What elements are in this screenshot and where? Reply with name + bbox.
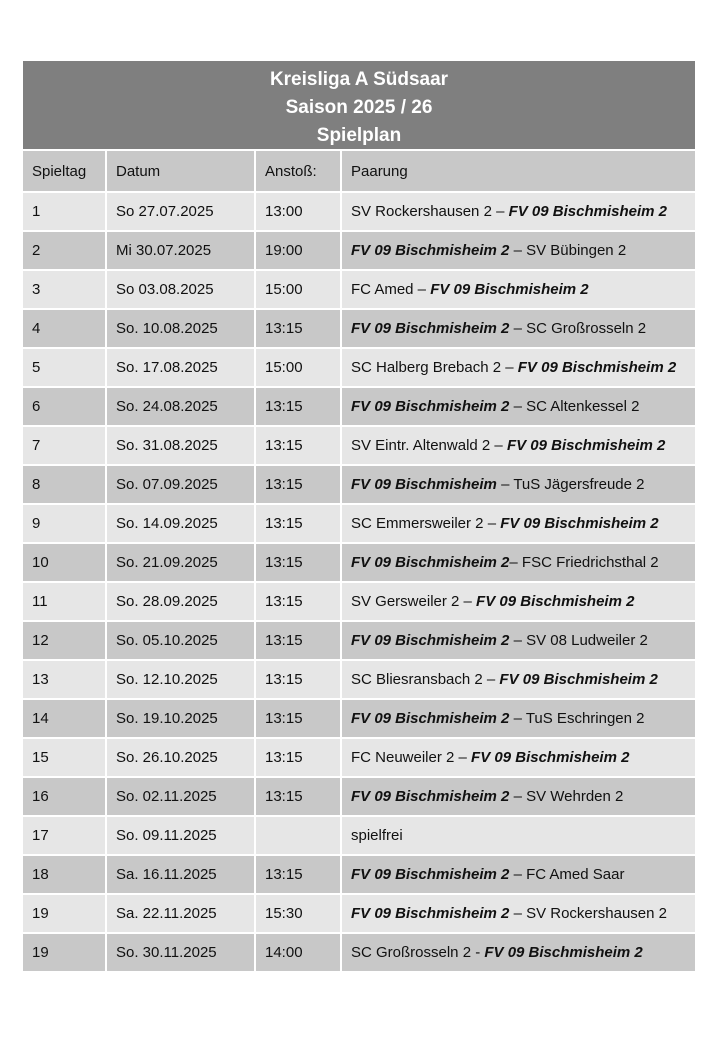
table-row [23,231,695,270]
column-header-datum: Datum [106,151,255,192]
paarung-cell [341,933,695,972]
paarung-cell [341,816,695,855]
schedule-body [23,192,695,972]
spieltag-cell: 15 [23,738,106,777]
anstoss-cell [255,816,341,855]
column-header-paarung: Paarung [341,151,695,192]
table-row [23,504,695,543]
anstoss-cell: 13:15 [255,387,341,426]
datum-cell: So. 12.10.2025 [106,660,255,699]
table-row [23,738,695,777]
spieltag-cell: 13 [23,660,106,699]
paarung-cell [341,621,695,660]
datum-cell: So. 28.09.2025 [106,582,255,621]
spieltag-cell: 7 [23,426,106,465]
datum-cell: So. 14.09.2025 [106,504,255,543]
paarung-cell [341,855,695,894]
spieltag-cell: 6 [23,387,106,426]
table-row [23,387,695,426]
datum-cell: So 03.08.2025 [106,270,255,309]
schedule-table [23,151,695,973]
home-club-team: FV 09 Bischmisheim 2 [351,866,510,883]
paarung-cell [341,582,695,621]
home-club-team: FV 09 Bischmisheim 2 [351,398,510,415]
spieltag-cell: 17 [23,816,106,855]
team-right: – FC Amed Saar [509,866,625,883]
anstoss-cell: 15:00 [255,348,341,387]
schedule-sheet [23,61,695,973]
schedule-title: Spielplan [316,125,402,146]
paarung-cell [341,426,695,465]
anstoss-cell: 15:00 [255,270,341,309]
paarung-cell [341,348,695,387]
home-club-team: FV 09 Bischmisheim 2 [430,281,589,298]
spieltag-cell: 18 [23,855,106,894]
datum-cell: So. 24.08.2025 [106,387,255,426]
home-club-team: FV 09 Bischmisheim 2 [500,515,659,532]
home-club-team: FV 09 Bischmisheim 2 [351,242,510,259]
anstoss-cell: 14:00 [255,933,341,972]
table-row [23,816,695,855]
team-right: – TuS Eschringen 2 [509,710,645,727]
spieltag-cell: 16 [23,777,106,816]
anstoss-cell: 13:15 [255,777,341,816]
paarung-cell [341,894,695,933]
team-right: – SC Altenkessel 2 [509,398,640,415]
home-club-team: FV 09 Bischmisheim 2 [476,593,635,610]
table-row [23,699,695,738]
anstoss-cell: 15:30 [255,894,341,933]
datum-cell: So. 21.09.2025 [106,543,255,582]
anstoss-cell: 13:15 [255,465,341,504]
anstoss-cell: 13:15 [255,699,341,738]
paarung-cell [341,660,695,699]
team-right: – SV Wehrden 2 [509,788,624,805]
spieltag-cell: 8 [23,465,106,504]
team-left: SC Emmersweiler 2 – [351,515,501,532]
team-left: SC Halberg Brebach 2 – [351,359,518,376]
anstoss-cell: 13:00 [255,192,341,231]
home-club-team: FV 09 Bischmisheim 2 [351,905,510,922]
spieltag-cell: 9 [23,504,106,543]
table-row [23,933,695,972]
anstoss-cell: 13:15 [255,582,341,621]
paarung-cell [341,738,695,777]
team-left: spielfrei [351,827,403,844]
spieltag-cell: 4 [23,309,106,348]
table-row [23,309,695,348]
anstoss-cell: 13:15 [255,426,341,465]
anstoss-cell: 13:15 [255,621,341,660]
spieltag-cell: 19 [23,894,106,933]
datum-cell: So. 02.11.2025 [106,777,255,816]
paarung-cell [341,270,695,309]
team-right: – TuS Jägersfreude 2 [496,476,645,493]
paarung-cell [341,387,695,426]
home-club-team: FV 09 Bischmisheim 2 [351,554,510,571]
datum-cell: Sa. 16.11.2025 [106,855,255,894]
home-club-team: FV 09 Bischmisheim 2 [508,203,667,220]
table-row [23,192,695,231]
home-club-team: FV 09 Bischmisheim 2 [484,944,643,961]
column-header-spieltag: Spieltag [23,151,106,192]
table-header-row [23,151,695,192]
home-club-team: FV 09 Bischmisheim 2 [506,437,666,454]
datum-cell: So. 26.10.2025 [106,738,255,777]
team-right: – FSC Friedrichsthal 2 [509,554,659,571]
datum-cell: Mi 30.07.2025 [106,231,255,270]
paarung-cell [341,465,695,504]
home-club-team: FV 09 Bischmisheim 2 [471,749,630,766]
spieltag-cell: 5 [23,348,106,387]
datum-cell: So. 09.11.2025 [106,816,255,855]
paarung-cell [341,192,695,231]
home-club-team: FV 09 Bischmisheim 2 [517,359,677,376]
spieltag-cell: 1 [23,192,106,231]
table-row [23,426,695,465]
datum-cell: So. 17.08.2025 [106,348,255,387]
datum-cell: Sa. 22.11.2025 [106,894,255,933]
home-club-team: FV 09 Bischmisheim [351,476,497,493]
table-row [23,543,695,582]
paarung-cell [341,309,695,348]
datum-cell: So. 31.08.2025 [106,426,255,465]
datum-cell: So. 07.09.2025 [106,465,255,504]
home-club-team: FV 09 Bischmisheim 2 [351,632,510,649]
team-right: – SV 08 Ludweiler 2 [509,632,648,649]
paarung-cell [341,699,695,738]
anstoss-cell: 13:15 [255,543,341,582]
anstoss-cell: 13:15 [255,504,341,543]
table-row [23,855,695,894]
anstoss-cell: 13:15 [255,738,341,777]
anstoss-cell: 13:15 [255,855,341,894]
home-club-team: FV 09 Bischmisheim 2 [351,788,510,805]
table-row [23,894,695,933]
team-left: SV Eintr. Altenwald 2 – [351,437,507,454]
spieltag-cell: 14 [23,699,106,738]
team-right: – SC Großrosseln 2 [509,320,647,337]
team-left: SC Bliesransbach 2 – [351,671,500,688]
home-club-team: FV 09 Bischmisheim 2 [351,320,510,337]
home-club-team: FV 09 Bischmisheim 2 [499,671,658,688]
paarung-cell [341,777,695,816]
paarung-cell [341,231,695,270]
datum-cell: So. 10.08.2025 [106,309,255,348]
team-left: SV Rockershausen 2 – [351,203,509,220]
schedule-title-box [23,61,695,151]
spieltag-cell: 12 [23,621,106,660]
table-row [23,270,695,309]
league-title: Kreisliga A Südsaar [269,69,449,90]
spieltag-cell: 3 [23,270,106,309]
table-row [23,348,695,387]
team-right: – SV Bübingen 2 [509,242,627,259]
anstoss-cell: 19:00 [255,231,341,270]
paarung-cell [341,504,695,543]
team-left: SV Gersweiler 2 – [351,593,477,610]
paarung-cell [341,543,695,582]
team-left: FC Neuweiler 2 – [351,749,472,766]
table-row [23,465,695,504]
datum-cell: So. 30.11.2025 [106,933,255,972]
team-left: SC Großrosseln 2 - [351,944,485,961]
team-right: – SV Rockershausen 2 [509,905,667,922]
datum-cell: So. 19.10.2025 [106,699,255,738]
table-row [23,777,695,816]
season-title: Saison 2025 / 26 [285,97,433,118]
spieltag-cell: 2 [23,231,106,270]
datum-cell: So. 05.10.2025 [106,621,255,660]
team-left: FC Amed – [351,281,431,298]
spieltag-cell: 11 [23,582,106,621]
column-header-anstoss: Anstoß: [255,151,341,192]
anstoss-cell: 13:15 [255,309,341,348]
anstoss-cell: 13:15 [255,660,341,699]
table-row [23,660,695,699]
datum-cell: So 27.07.2025 [106,192,255,231]
home-club-team: FV 09 Bischmisheim 2 [351,710,510,727]
table-row [23,621,695,660]
spieltag-cell: 10 [23,543,106,582]
spieltag-cell: 19 [23,933,106,972]
table-row [23,582,695,621]
